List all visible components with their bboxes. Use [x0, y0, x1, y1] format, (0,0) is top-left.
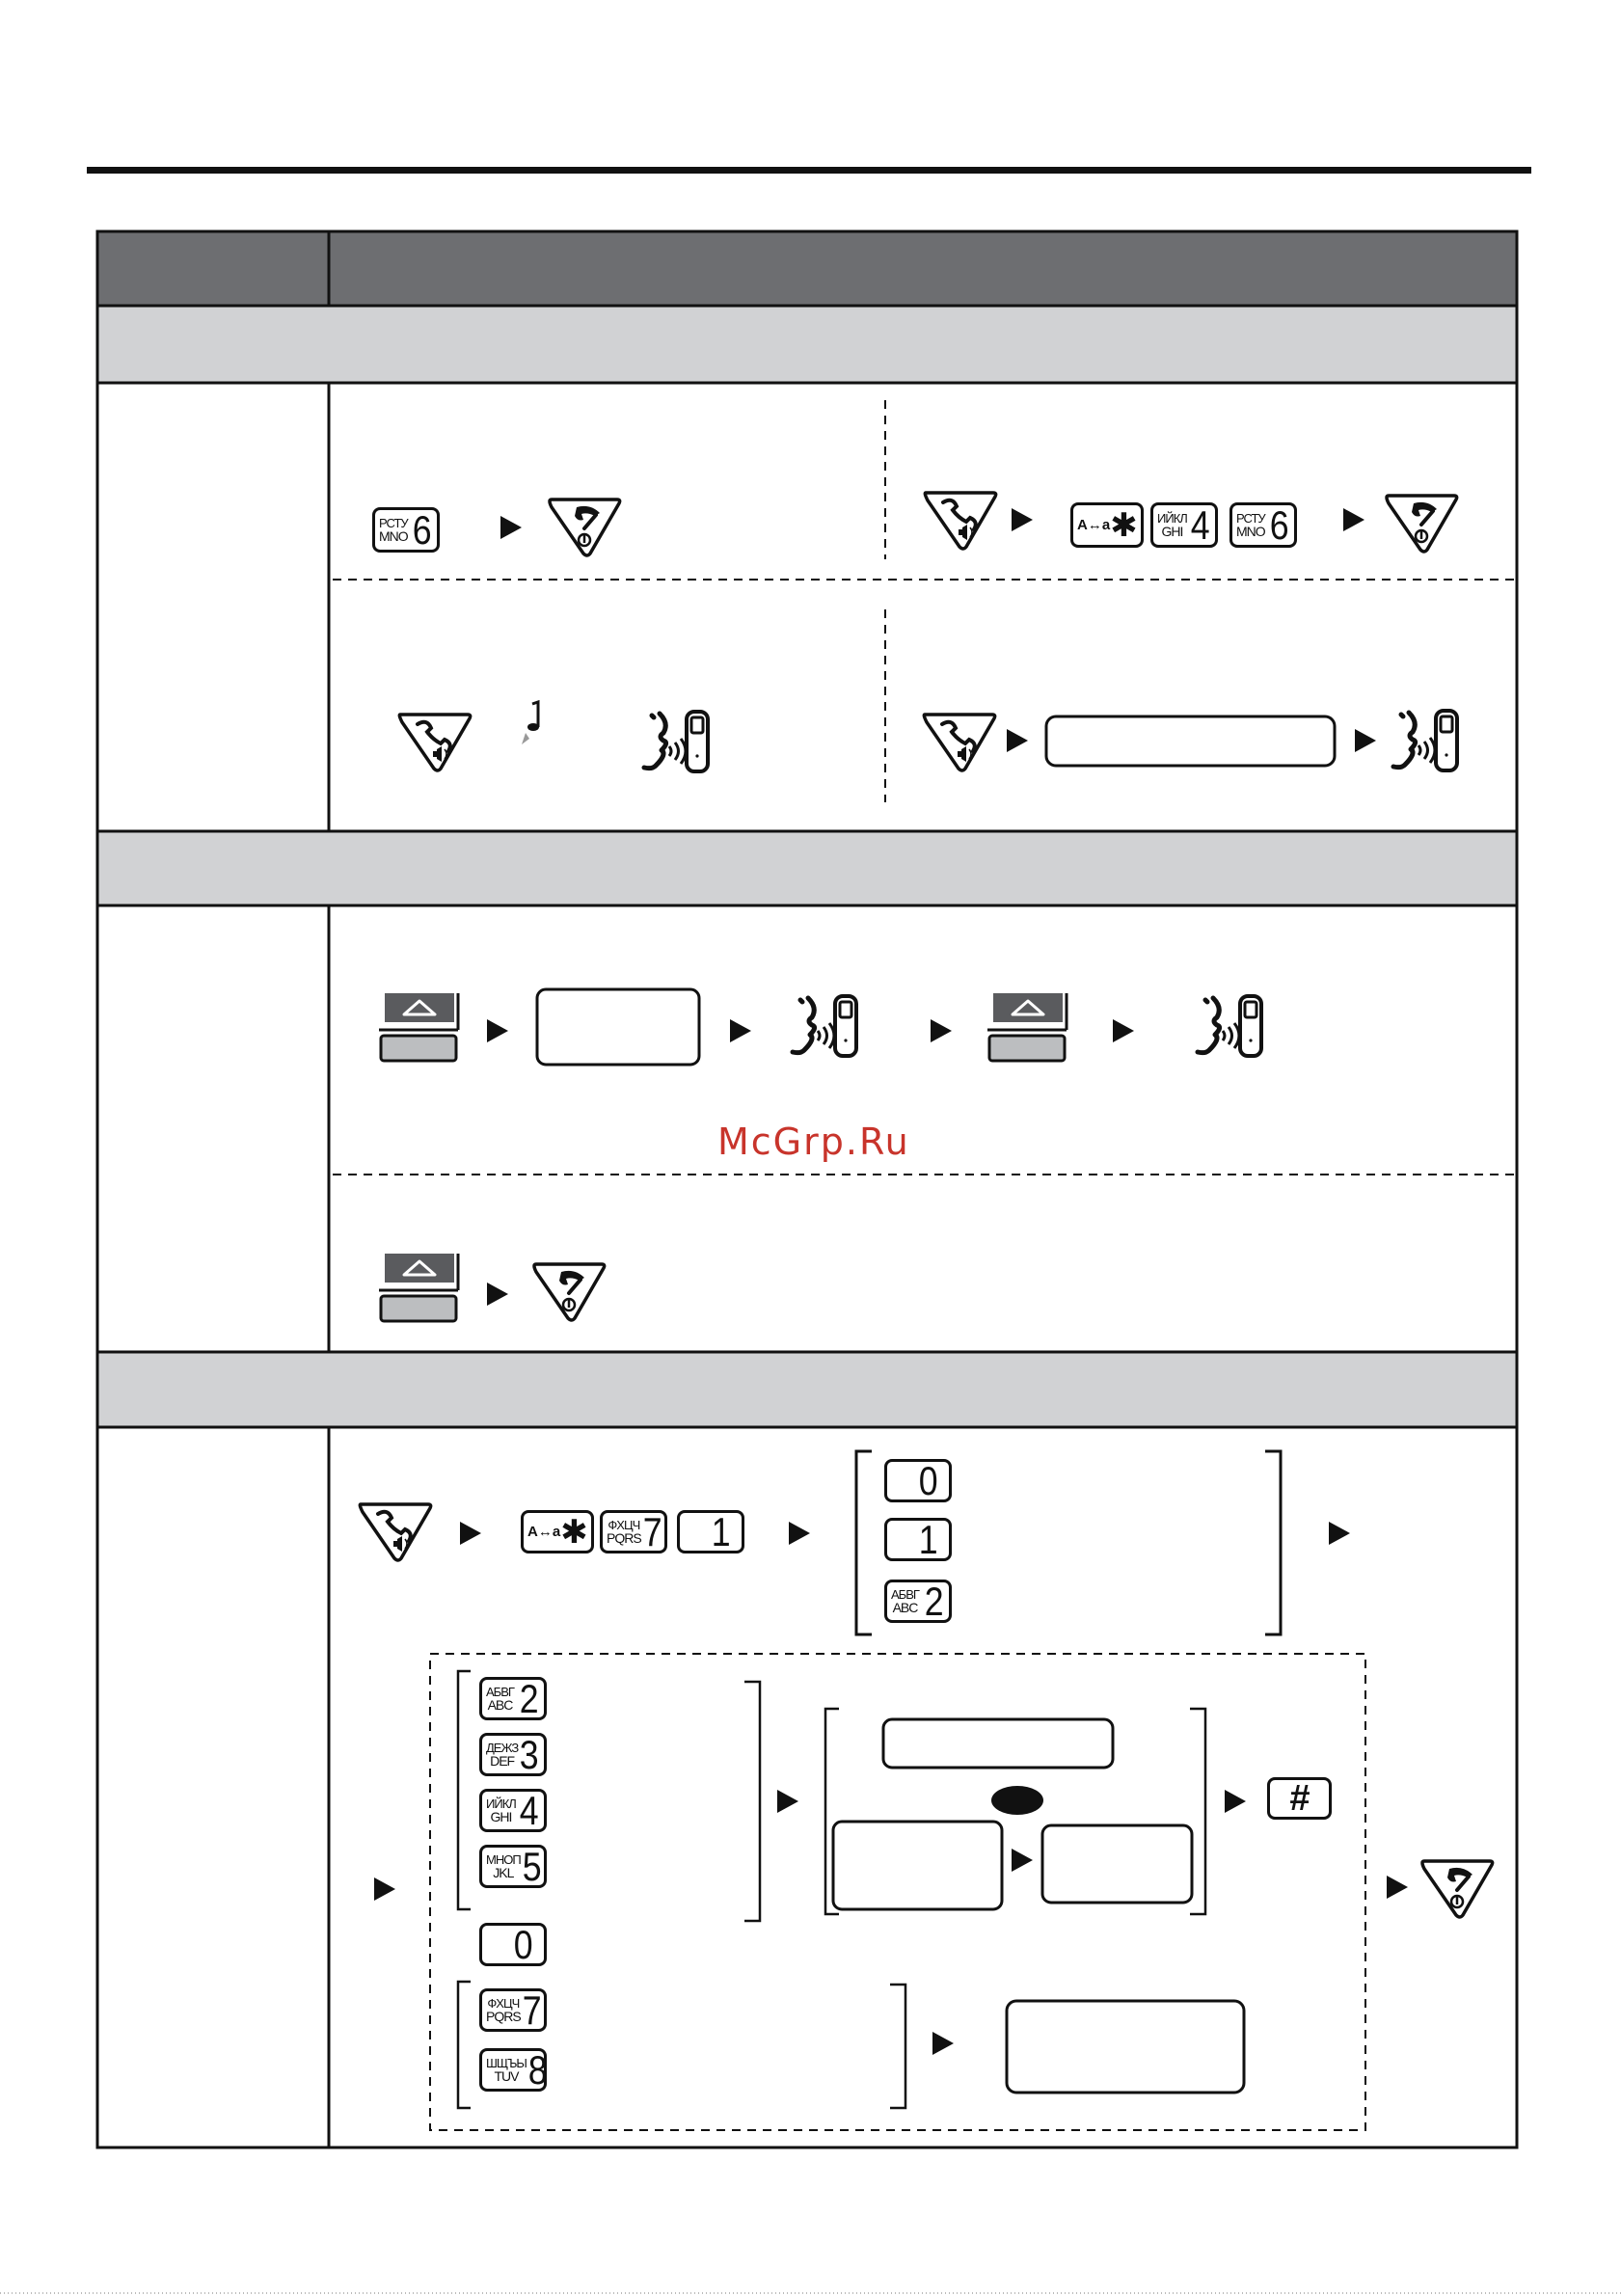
- key-7[interactable]: ФХЦЧ PQRS 7: [600, 1510, 667, 1553]
- top-rule: [87, 167, 1531, 174]
- key-2[interactable]: АБВГ ABC 2: [884, 1580, 952, 1623]
- key-0[interactable]: 0: [479, 1923, 547, 1966]
- section-band-3: [97, 1352, 1517, 1427]
- key-star[interactable]: A↔a ✱: [521, 1510, 594, 1553]
- key-4[interactable]: ИЙКЛ GHI 4: [1150, 502, 1218, 548]
- section-band-2: [97, 831, 1517, 905]
- table-header: [97, 231, 1517, 306]
- key-2[interactable]: АБВГ ABC 2: [479, 1677, 547, 1720]
- key-5[interactable]: МНОП JKL 5: [479, 1845, 547, 1888]
- display-box: [537, 989, 699, 1065]
- display-box: [1046, 716, 1335, 766]
- key-7[interactable]: ФХЦЧ PQRS 7: [479, 1988, 547, 2032]
- section-band-1: [97, 306, 1517, 383]
- key-6[interactable]: РСТУ MNO 6: [372, 507, 440, 553]
- key-3[interactable]: ДЕЖЗ DEF 3: [479, 1733, 547, 1776]
- key-4[interactable]: ИЙКЛ GHI 4: [479, 1789, 547, 1832]
- display-box: [883, 1719, 1113, 1768]
- watermark: McGrp.Ru: [717, 1121, 910, 1163]
- key-hash[interactable]: #: [1267, 1777, 1332, 1820]
- display-box: [1042, 1825, 1192, 1903]
- key-0[interactable]: 0: [884, 1459, 952, 1502]
- display-box: [833, 1822, 1002, 1909]
- key-6[interactable]: РСТУ MNO 6: [1229, 502, 1297, 548]
- key-1[interactable]: 1: [884, 1518, 952, 1561]
- key-star[interactable]: A↔a ✱: [1070, 502, 1144, 548]
- key-8[interactable]: ШЩЪЫ TUV 8: [479, 2048, 547, 2092]
- key-1[interactable]: 1: [677, 1510, 744, 1553]
- display-box: [1007, 2001, 1244, 2093]
- dot-icon: [991, 1786, 1043, 1815]
